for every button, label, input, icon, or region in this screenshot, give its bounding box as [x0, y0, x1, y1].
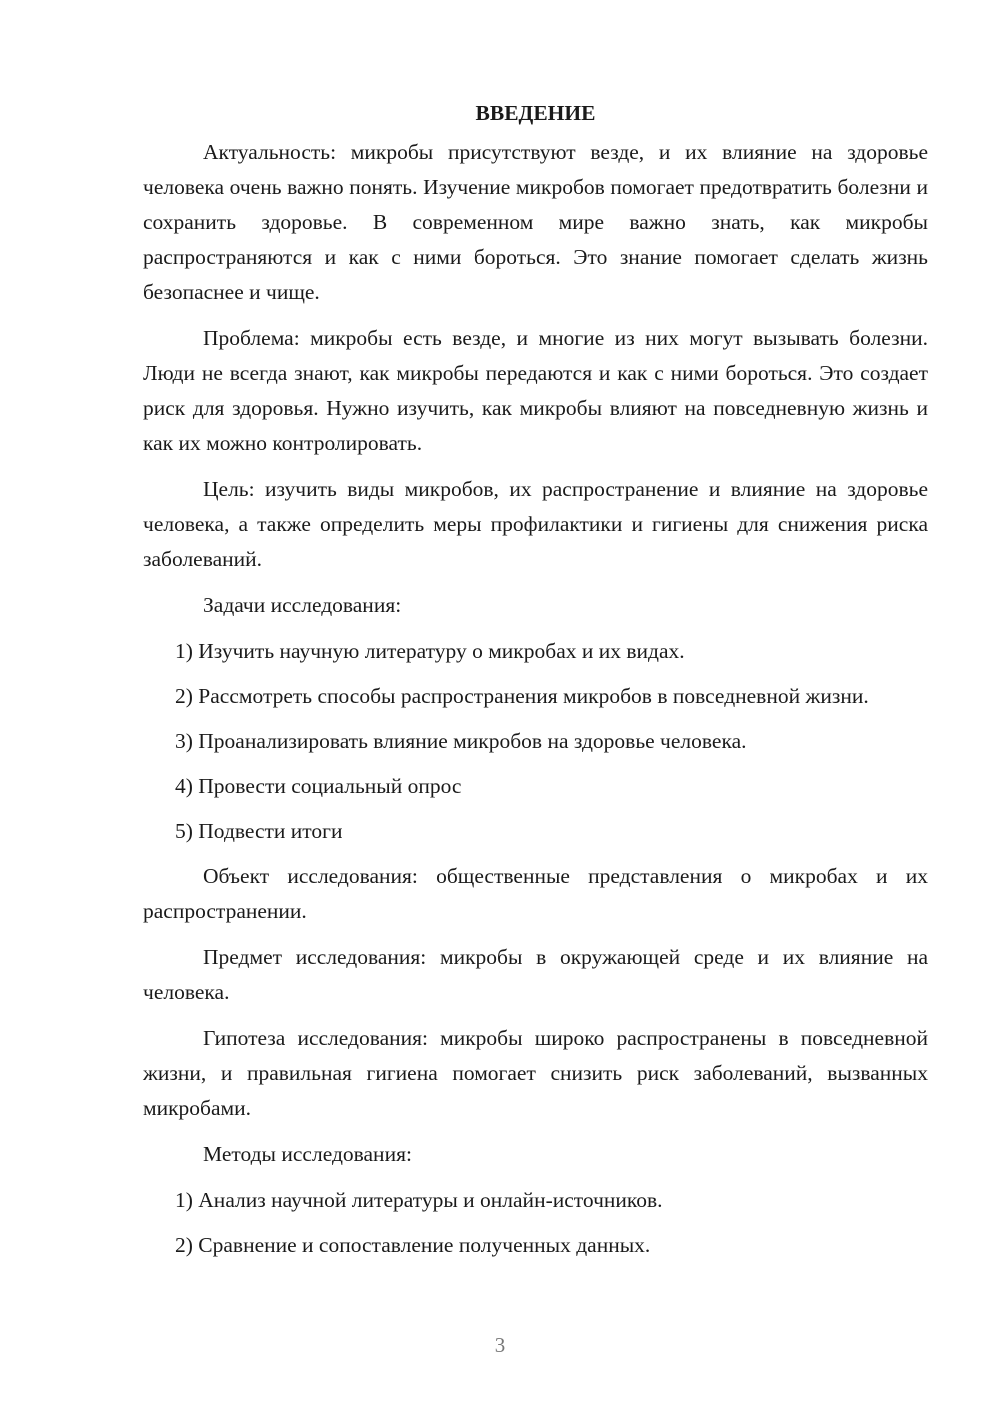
task-item: 3) Проанализировать влияние микробов на здоровье человека. [175, 729, 747, 753]
task-item: 2) Рассмотреть способы распространения микробов в повседневной жизни. [175, 684, 869, 708]
method-item: 2) Сравнение и сопоставление полученных данных. [175, 1233, 651, 1257]
goal-paragraph: Цель: изучить виды микробов, их распространение и влияние на здоровье человека, а также определить меры профилактики и гигиены для снижения риска заболеваний. [143, 477, 928, 571]
task-item: 5) Подвести итоги [175, 819, 343, 843]
object-paragraph: Объект исследования: общественные представления о микробах и их распространении. [143, 864, 928, 923]
tasks-heading: Задачи исследования: [203, 593, 402, 617]
problem-paragraph: Проблема: микробы есть везде, и многие из них могут вызывать болезни. Люди не всегда знают, как микробы передаются и как с ними бороться. Это создает риск для здоровья. Нужно изучить, как микробы влияют на повседневную жизнь и как их можно контролировать. [143, 326, 928, 455]
methods-heading: Методы исследования: [203, 1142, 412, 1166]
page-title: ВВЕДЕНИЕ [475, 101, 596, 125]
task-item: 4) Провести социальный опрос [175, 774, 462, 798]
page-number: 3 [494, 1333, 506, 1357]
relevance-paragraph: Актуальность: микробы присутствуют везде, и их влияние на здоровье человека очень важно понять. Изучение микробов помогает предотвратить болезни и сохранить здоровье. В современном мире важно знать, как микробы распространяются и как с ними бороться. Это знание помогает сделать жизнь безопаснее и чище. [143, 140, 928, 304]
subject-paragraph: Предмет исследования: микробы в окружающей среде и их влияние на человека. [143, 945, 928, 1004]
hypothesis-paragraph: Гипотеза исследования: микробы широко распространены в повседневной жизни, и правильная гигиена помогает снизить риск заболеваний, вызванных микробами. [143, 1026, 928, 1120]
method-item: 1) Анализ научной литературы и онлайн-источников. [175, 1188, 663, 1212]
document-page [143, 96, 928, 1273]
task-item: 1) Изучить научную литературу о микробах и их видах. [175, 639, 685, 663]
